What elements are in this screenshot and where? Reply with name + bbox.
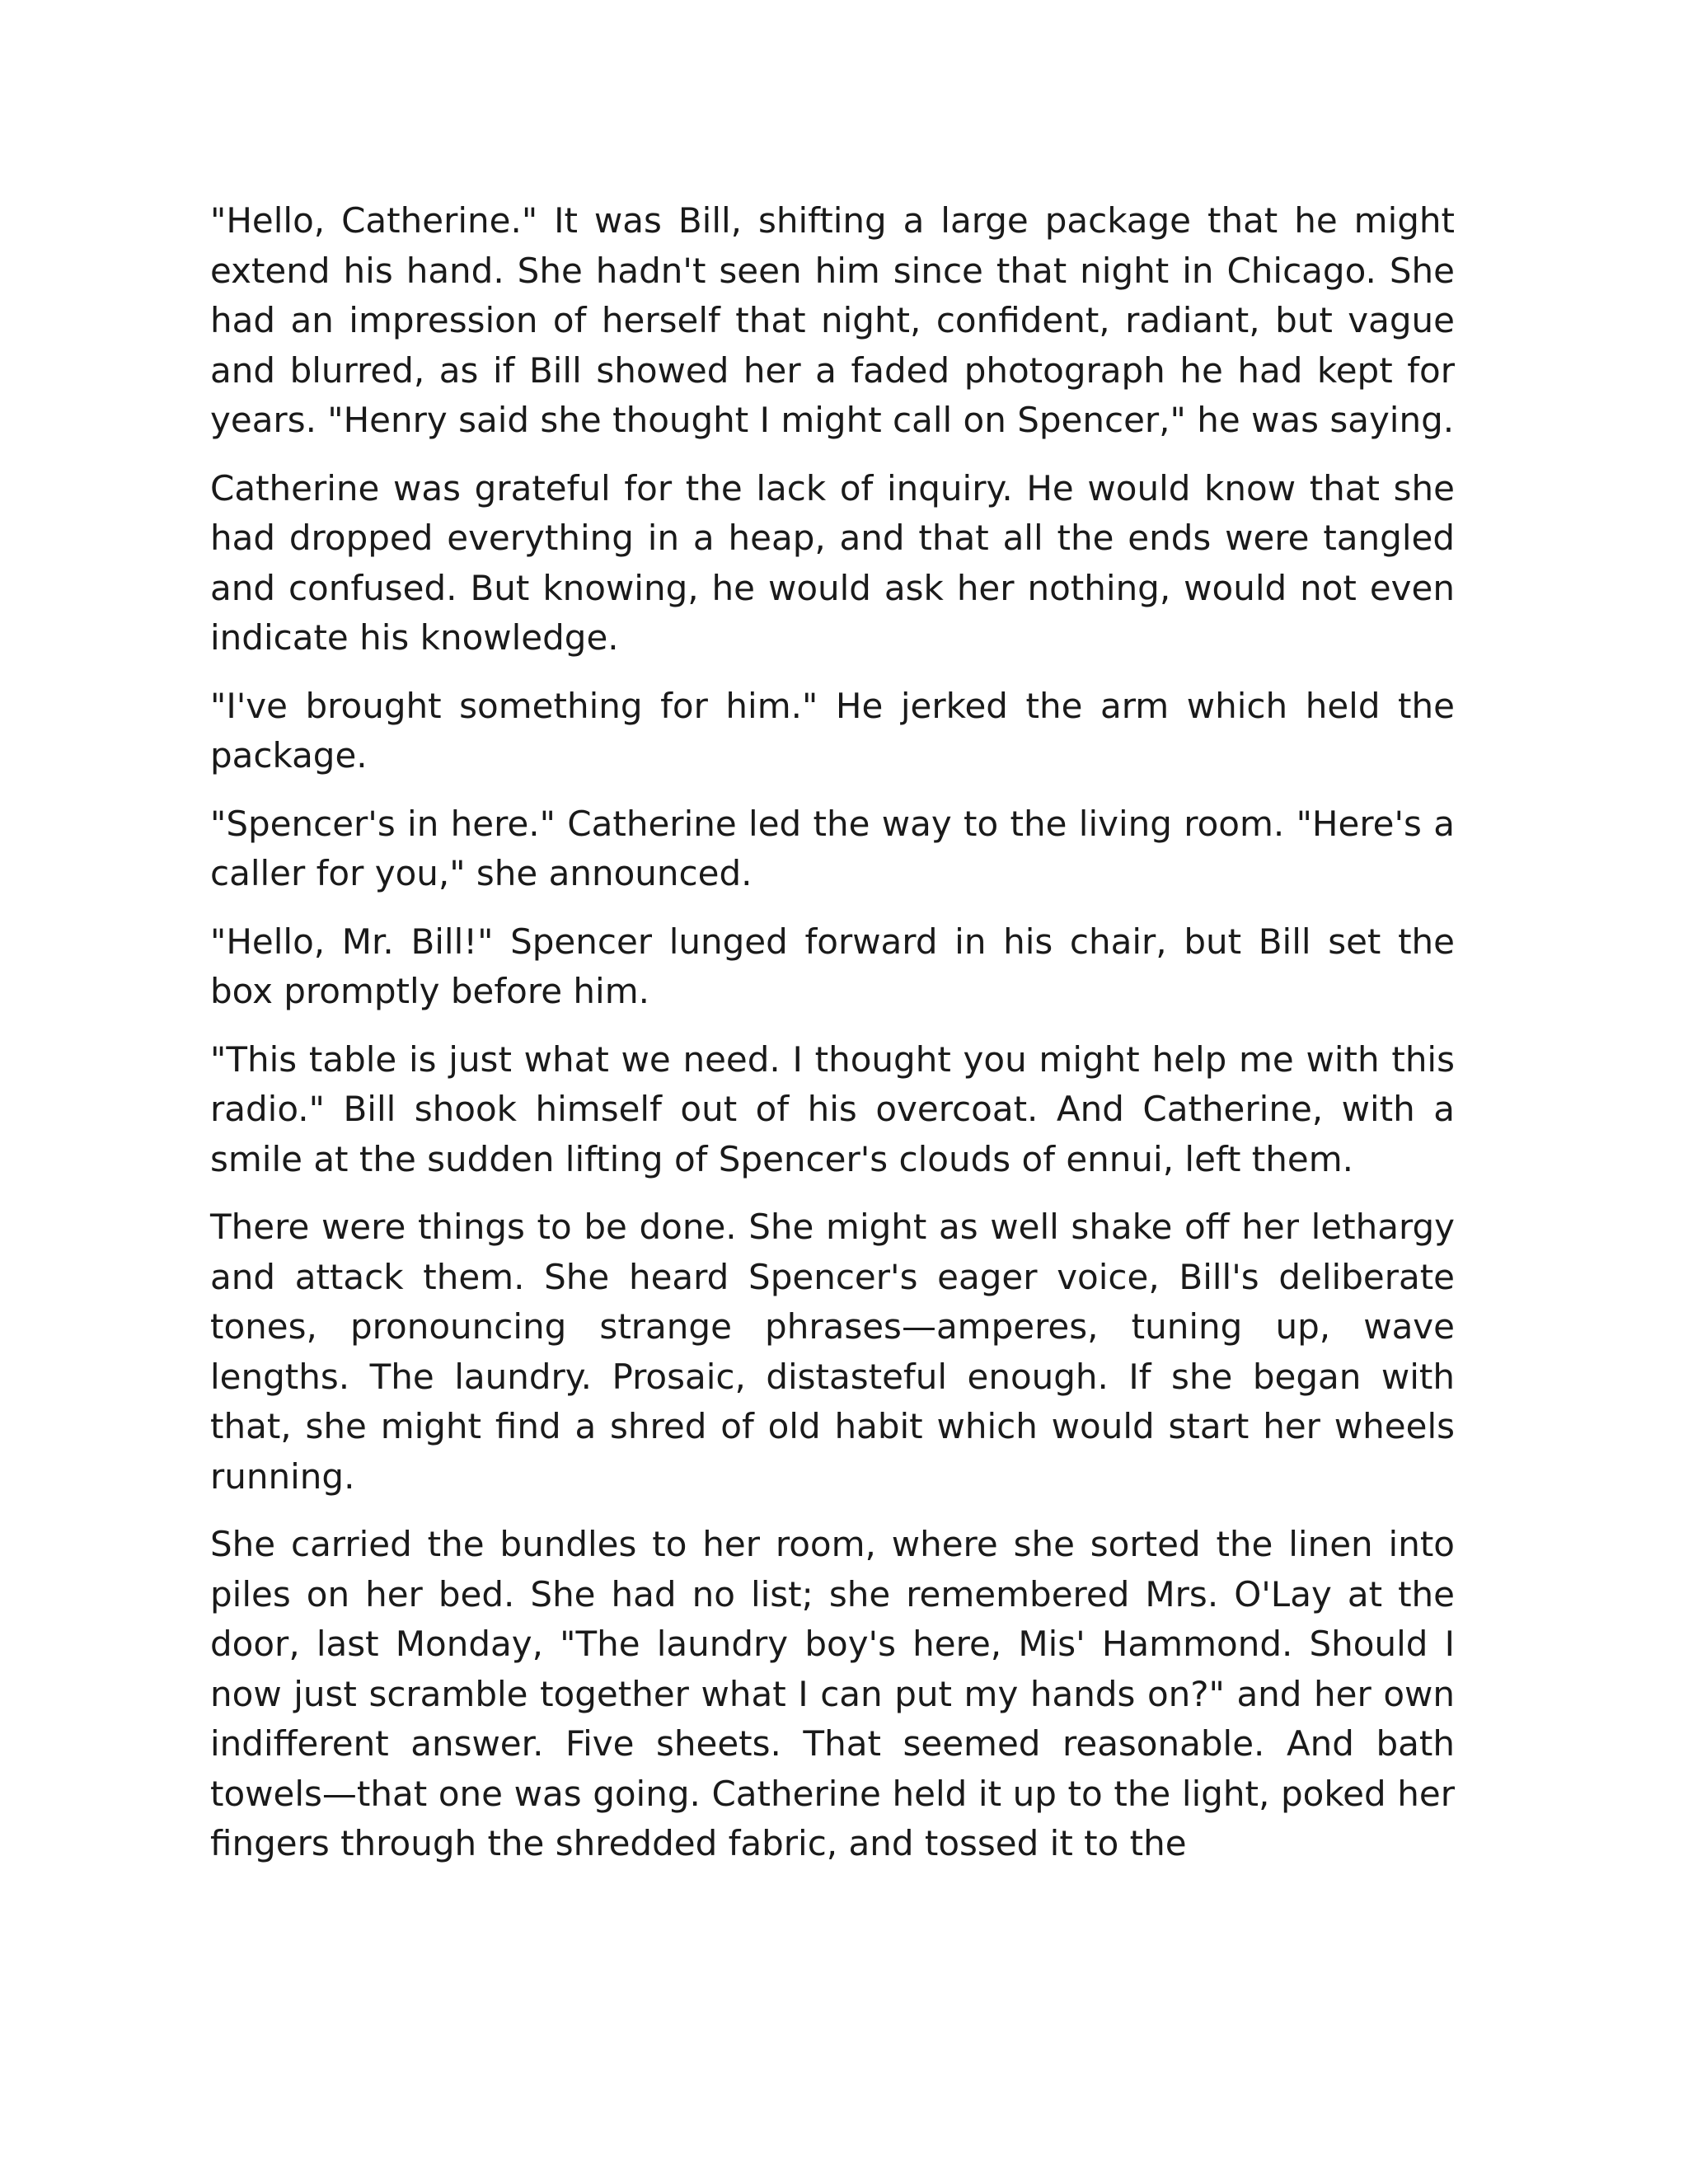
paragraph-5: "Hello, Mr. Bill!" Spencer lunged forward in his chair, but Bill set the box promptly before him.: [210, 921, 1455, 1011]
paragraph-4: "Spencer's in here." Catherine led the way to the living room. "Here's a caller for you," she announced.: [210, 803, 1455, 893]
paragraph-1: "Hello, Catherine." It was Bill, shifting a large package that he might extend his hand. She hadn't seen him since that night in Chicago. She had an impression of herself that night, confident, radiant, but vague and blurred, as if Bill showed her a faded photograph he had kept for years. "Henry said she thought I might call on Spencer," he was saying.: [210, 200, 1455, 440]
paragraph-6: "This table is just what we need. I thought you might help me with this radio." Bill shook himself out of his overcoat. And Catherine, with a smile at the sudden lifting of Spencer's clouds of ennui, left them.: [210, 1038, 1455, 1179]
body-text: [210, 196, 1455, 1887]
paragraph-2: Catherine was grateful for the lack of inquiry. He would know that she had dropped everything in a heap, and that all the ends were tangled and confused. But knowing, he would ask her nothing, would not even indicate his knowledge.: [210, 467, 1455, 658]
paragraph-7: There were things to be done. She might as well shake off her lethargy and attack them. She heard Spencer's eager voice, Bill's deliberate tones, pronouncing strange phrases—amperes, tuning up, wave lengths. The laundry. Prosaic, distasteful enough. If she began with that, she might find a shred of old habit which would start her wheels running.: [210, 1207, 1455, 1497]
paragraph-3: "I've brought something for him." He jerked the arm which held the package.: [210, 685, 1455, 776]
paragraph-8: She carried the bundles to her room, where she sorted the linen into piles on her bed. She had no list; she remembered Mrs. O'Lay at the door, last Monday, "The laundry boy's here, Mis' Hammond. Should I now just scramble together what I can put my hands on?" and her own indifferent answer. Five sheets. That seemed reasonable. And bath towels—that one was going. Catherine held it up to the light, poked her fingers through the shredded fabric, and tossed it to the: [210, 1524, 1455, 1863]
